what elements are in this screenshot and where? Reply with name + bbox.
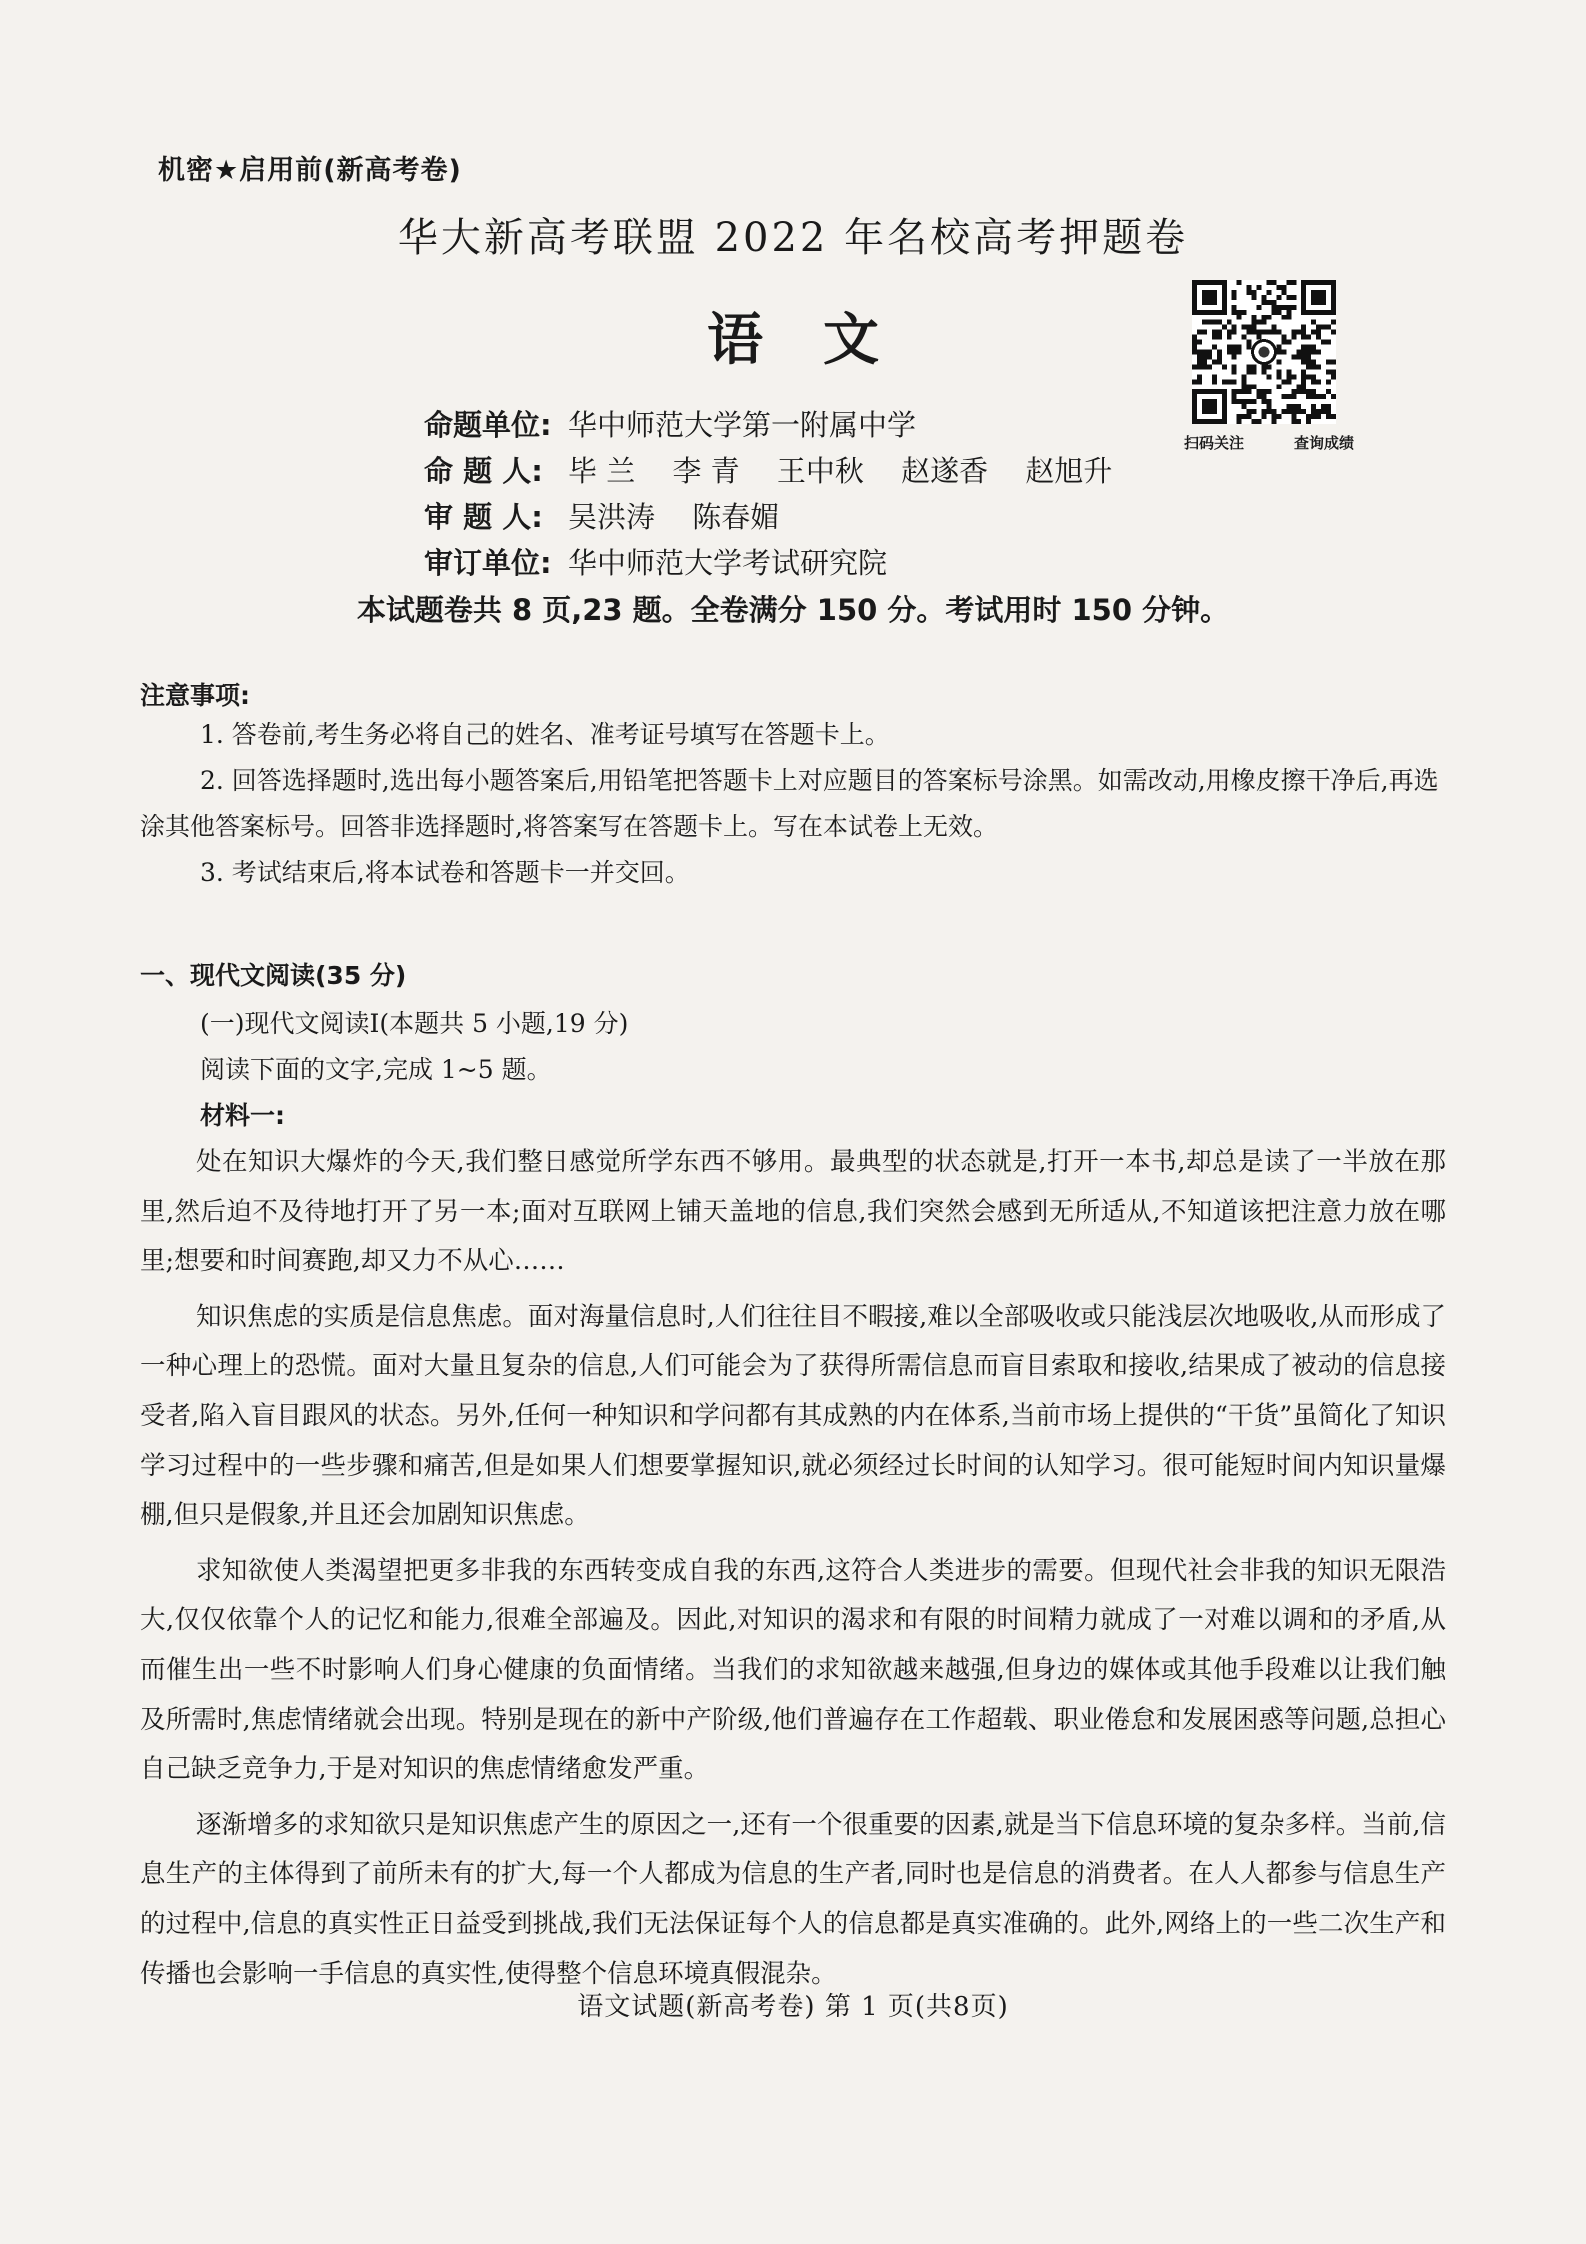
meta-authors-list	[568, 448, 1112, 494]
page-footer: 语文试题(新高考卷) 第 1 页(共8页)	[577, 1992, 1009, 2022]
meta-authors-row	[424, 448, 1112, 494]
paragraph: 知识焦虑的实质是信息焦虑。面对海量信息时,人们往往目不暇接,难以全部吸收或只能浅层次地吸收,从而形成了一种心理上的恐慌。面对大量且复杂的信息,人们可能会为了获得所需信息而盲目索取和接收,结果成了被动的信息接受者,陷入盲目跟风的状态。另外,任何一种知识和学问都有其成熟的内在体系,当前市场上提供的“干货”虽简化了知识学习过程中的一些步骤和痛苦,但是如果人们想要掌握知识,就必须经过长时间的认知学习。很可能短时间内知识量爆棚,但只是假象,并且还会加剧知识焦虑。	[140, 1301, 1446, 1531]
notice-list	[140, 712, 1446, 896]
section-subheading: (一)现代文阅读Ⅰ(本题共 5 小题,19 分)	[200, 1009, 629, 1038]
author-name: 李 青	[672, 454, 740, 488]
paragraph: 求知欲使人类渴望把更多非我的东西转变成自我的东西,这符合人类进步的需要。但现代社会非我的知识无限浩大,仅仅依靠个人的记忆和能力,很难全部遍及。因此,对知识的渴求和有限的时间精力就成了一对难以调和的矛盾,从而催生出一些不时影响人们身心健康的负面情绪。当我们的求知欲越来越强,但身边的媒体或其他手段难以让我们触及所需时,焦虑情绪就会出现。特别是现在的新中产阶级,他们普遍存在工作超载、职业倦怠和发展困惑等问题,总担心自己缺乏竞争力,于是对知识的焦虑情绪愈发严重。	[140, 1555, 1446, 1785]
meta-unit-label: 命题单位:	[424, 408, 552, 442]
qr-caption-score: 查询成绩	[1293, 434, 1354, 452]
notice-item: 2. 回答选择题时,选出每小题答案后,用铅笔把答题卡上对应题目的答案标号涂黑。如需改动,用橡皮擦干净后,再选涂其他答案标号。回答非选择题时,将答案写在答题卡上。写在本试卷上无效。	[140, 766, 1439, 841]
notice-item: 3. 考试结束后,将本试卷和答题卡一并交回。	[200, 858, 690, 887]
qr-code-icon[interactable]	[1192, 280, 1336, 424]
exam-meta	[424, 402, 1112, 586]
meta-unit-value: 华中师范大学第一附属中学	[568, 408, 917, 442]
author-name: 毕 兰	[568, 454, 636, 488]
page-title: 华大新高考联盟 2022 年名校高考押题卷	[397, 215, 1189, 261]
subject-title: 语文	[707, 308, 939, 373]
meta-unit-row	[424, 402, 1112, 448]
material-text	[140, 1138, 1446, 2005]
material-label: 材料一:	[200, 1101, 285, 1130]
section-heading: 一、现代文阅读(35 分)	[140, 961, 407, 990]
paragraph: 逐渐增多的求知欲只是知识焦虑产生的原因之一,还有一个很重要的因素,就是当下信息环境的复杂多样。当前,信息生产的主体得到了前所未有的扩大,每一个人都成为信息的生产者,同时也是信息的消费者。在人人都参与信息生产的过程中,信息的真实性正日益受到挑战,我们无法保证每个人的信息都是真实准确的。此外,网络上的一些二次生产和传播也会影响一手信息的真实性,使得整个信息环境真假混杂。	[140, 1809, 1446, 1989]
reviewer-name: 吴洪涛	[568, 500, 656, 534]
meta-revision-row	[424, 540, 1112, 586]
meta-reviewers-label: 审 题 人:	[424, 500, 543, 534]
author-name: 赵旭升	[1025, 454, 1113, 488]
meta-reviewers-list	[568, 494, 779, 540]
notice-heading: 注意事项:	[140, 681, 250, 710]
notice-item: 1. 答卷前,考生务必将自己的姓名、准考证号填写在答题卡上。	[200, 720, 890, 749]
author-name: 赵遂香	[901, 454, 989, 488]
meta-revision-value: 华中师范大学考试研究院	[568, 546, 888, 580]
qr-caption	[1184, 432, 1354, 453]
confidential-label: 机密★启用前(新高考卷)	[158, 155, 462, 186]
meta-reviewers-row	[424, 494, 1112, 540]
author-name: 王中秋	[776, 454, 864, 488]
qr-caption-follow: 扫码关注	[1184, 434, 1245, 452]
meta-revision-label: 审订单位:	[424, 546, 552, 580]
section-instruction: 阅读下面的文字,完成 1~5 题。	[200, 1055, 552, 1084]
meta-authors-label: 命 题 人:	[424, 454, 543, 488]
exam-summary: 本试题卷共 8 页,23 题。全卷满分 150 分。考试用时 150 分钟。	[356, 593, 1230, 627]
reviewer-name: 陈春媚	[692, 500, 780, 534]
paragraph: 处在知识大爆炸的今天,我们整日感觉所学东西不够用。最典型的状态就是,打开一本书,却总是读了一半放在那里,然后迫不及待地打开了另一本;面对互联网上铺天盖地的信息,我们突然会感到无所适从,不知道该把注意力放在哪里;想要和时间赛跑,却又力不从心……	[140, 1147, 1446, 1277]
